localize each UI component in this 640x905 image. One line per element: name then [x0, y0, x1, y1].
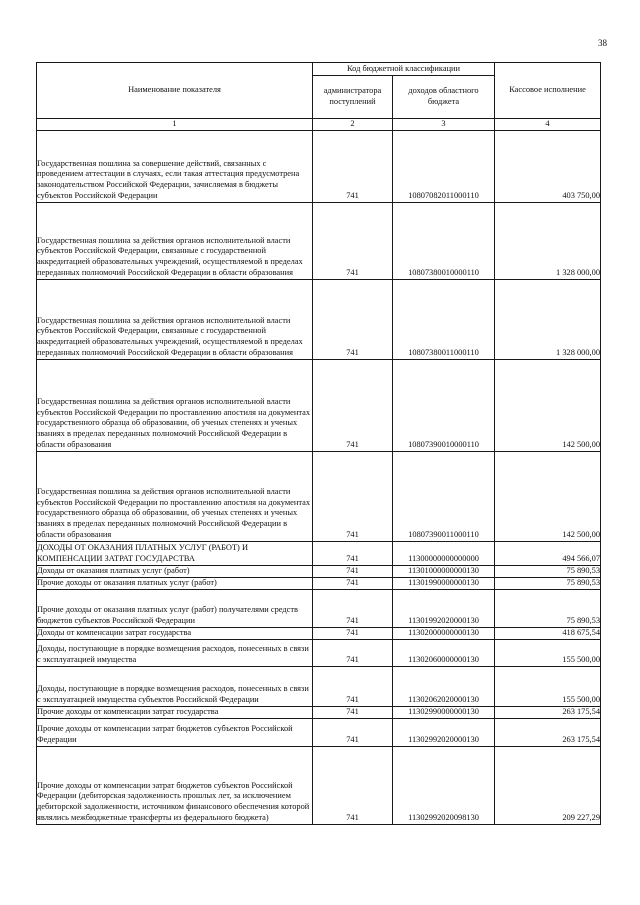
row-amount: 263 175,54 — [495, 718, 601, 746]
row-income-code: 10807380010000110 — [393, 202, 495, 279]
row-amount: 418 675,54 — [495, 627, 601, 639]
row-admin-code: 741 — [313, 130, 393, 202]
row-admin-code: 741 — [313, 565, 393, 577]
row-admin-code: 741 — [313, 718, 393, 746]
row-income-code: 11302990000000130 — [393, 706, 495, 718]
row-name: Прочие доходы от компенсации затрат бюджетов субъектов Российской Федерации — [37, 718, 313, 746]
row-name: Прочие доходы от компенсации затрат бюджетов субъектов Российской Федерации (дебиторская задолженность прошлых лет, за исключением дебиторской задолженности, источником финансового обеспечения которой являлись межбюджетные трансферты из федерального бюджета) — [37, 746, 313, 824]
table-row — [37, 666, 601, 706]
row-income-code: 11302060000000130 — [393, 639, 495, 666]
table-row — [37, 746, 601, 824]
row-income-code: 11302992020098130 — [393, 746, 495, 824]
table-row — [37, 639, 601, 666]
table-row — [37, 565, 601, 577]
table-row — [37, 279, 601, 359]
row-admin-code: 741 — [313, 577, 393, 589]
row-admin-code: 741 — [313, 589, 393, 627]
page-number: 38 — [598, 38, 607, 48]
row-amount: 1 328 000,00 — [495, 279, 601, 359]
row-admin-code: 741 — [313, 746, 393, 824]
row-admin-code: 741 — [313, 639, 393, 666]
col-number-2: 2 — [313, 119, 393, 131]
row-amount: 494 566,07 — [495, 541, 601, 565]
row-income-code: 11302000000000130 — [393, 627, 495, 639]
row-name: Доходы от оказания платных услуг (работ) — [37, 565, 313, 577]
row-amount: 75 890,53 — [495, 589, 601, 627]
table-row — [37, 359, 601, 451]
row-name: Государственная пошлина за действия органов исполнительной власти субъектов Российской Федерации по проставлению апостиля на документах государственного образца об образовании, об ученых степенях и ученых званиях в пределах переданных полномочий Российской Федерации в области образования — [37, 451, 313, 541]
row-name: Доходы, поступающие в порядке возмещения расходов, понесенных в связи с эксплуатацией имущества субъектов Российской Федерации — [37, 666, 313, 706]
row-admin-code: 741 — [313, 451, 393, 541]
row-name: Прочие доходы от оказания платных услуг (работ) — [37, 577, 313, 589]
col-number-4: 4 — [495, 119, 601, 131]
row-name: Прочие доходы от оказания платных услуг (работ) получателями средств бюджетов субъектов Российской Федерации — [37, 589, 313, 627]
row-amount: 263 175,54 — [495, 706, 601, 718]
row-amount: 75 890,53 — [495, 577, 601, 589]
header-admin-code: администратора поступлений — [313, 76, 393, 119]
budget-income-table — [36, 62, 601, 825]
row-name: Доходы от компенсации затрат государства — [37, 627, 313, 639]
header-cash-execution: Кассовое исполнение — [495, 63, 601, 119]
table-row — [37, 202, 601, 279]
row-amount: 75 890,53 — [495, 565, 601, 577]
row-amount: 142 500,00 — [495, 451, 601, 541]
row-income-code: 11300000000000000 — [393, 541, 495, 565]
row-amount: 155 500,00 — [495, 639, 601, 666]
row-admin-code: 741 — [313, 706, 393, 718]
row-income-code: 11302062020000130 — [393, 666, 495, 706]
row-amount: 155 500,00 — [495, 666, 601, 706]
row-amount: 403 750,00 — [495, 130, 601, 202]
row-income-code: 10807380011000110 — [393, 279, 495, 359]
row-name: Государственная пошлина за действия органов исполнительной власти субъектов Российской Федерации, связанные с государственной аккредитацией образовательных учреждений, осуществляемой в пределах переданных полномочий Российской Федерации в области образования — [37, 279, 313, 359]
row-admin-code: 741 — [313, 541, 393, 565]
table-row — [37, 130, 601, 202]
row-name: Прочие доходы от компенсации затрат государства — [37, 706, 313, 718]
table-row — [37, 706, 601, 718]
table-row — [37, 627, 601, 639]
table-row — [37, 577, 601, 589]
col-number-1: 1 — [37, 119, 313, 131]
row-name: Государственная пошлина за действия органов исполнительной власти субъектов Российской Федерации по проставлению апостиля на документах государственного образца об образовании, об ученых степенях и ученых званиях в пределах переданных полномочий Российской Федерации в области образования — [37, 359, 313, 451]
row-name: Государственная пошлина за совершение действий, связанных с проведением аттестации в случаях, если такая аттестация предусмотрена законодательством Российской Федерации, зачисляемая в бюджеты субъектов Российской Федерации — [37, 130, 313, 202]
col-number-3: 3 — [393, 119, 495, 131]
table-row — [37, 451, 601, 541]
table-row — [37, 589, 601, 627]
row-income-code: 10807390010000110 — [393, 359, 495, 451]
row-name: ДОХОДЫ ОТ ОКАЗАНИЯ ПЛАТНЫХ УСЛУГ (РАБОТ) И КОМПЕНСАЦИИ ЗАТРАТ ГОСУДАРСТВА — [37, 541, 313, 565]
row-amount: 1 328 000,00 — [495, 202, 601, 279]
row-admin-code: 741 — [313, 627, 393, 639]
row-name: Доходы, поступающие в порядке возмещения расходов, понесенных в связи с эксплуатацией имущества — [37, 639, 313, 666]
row-income-code: 10807082011000110 — [393, 130, 495, 202]
header-budget-code-group: Код бюджетной классификации — [313, 63, 495, 76]
row-income-code: 11302992020000130 — [393, 718, 495, 746]
table-row — [37, 541, 601, 565]
header-income-code: доходов областного бюджета — [393, 76, 495, 119]
row-income-code: 11301992020000130 — [393, 589, 495, 627]
row-admin-code: 741 — [313, 202, 393, 279]
row-admin-code: 741 — [313, 666, 393, 706]
row-amount: 209 227,29 — [495, 746, 601, 824]
row-income-code: 11301000000000130 — [393, 565, 495, 577]
row-admin-code: 741 — [313, 359, 393, 451]
row-name: Государственная пошлина за действия органов исполнительной власти субъектов Российской Федерации, связанные с государственной аккредитацией образовательных учреждений, осуществляемой в пределах переданных полномочий Российской Федерации в области образования — [37, 202, 313, 279]
row-income-code: 10807390011000110 — [393, 451, 495, 541]
row-amount: 142 500,00 — [495, 359, 601, 451]
header-indicator-name: Наименование показателя — [37, 63, 313, 119]
row-income-code: 11301990000000130 — [393, 577, 495, 589]
row-admin-code: 741 — [313, 279, 393, 359]
table-row — [37, 718, 601, 746]
